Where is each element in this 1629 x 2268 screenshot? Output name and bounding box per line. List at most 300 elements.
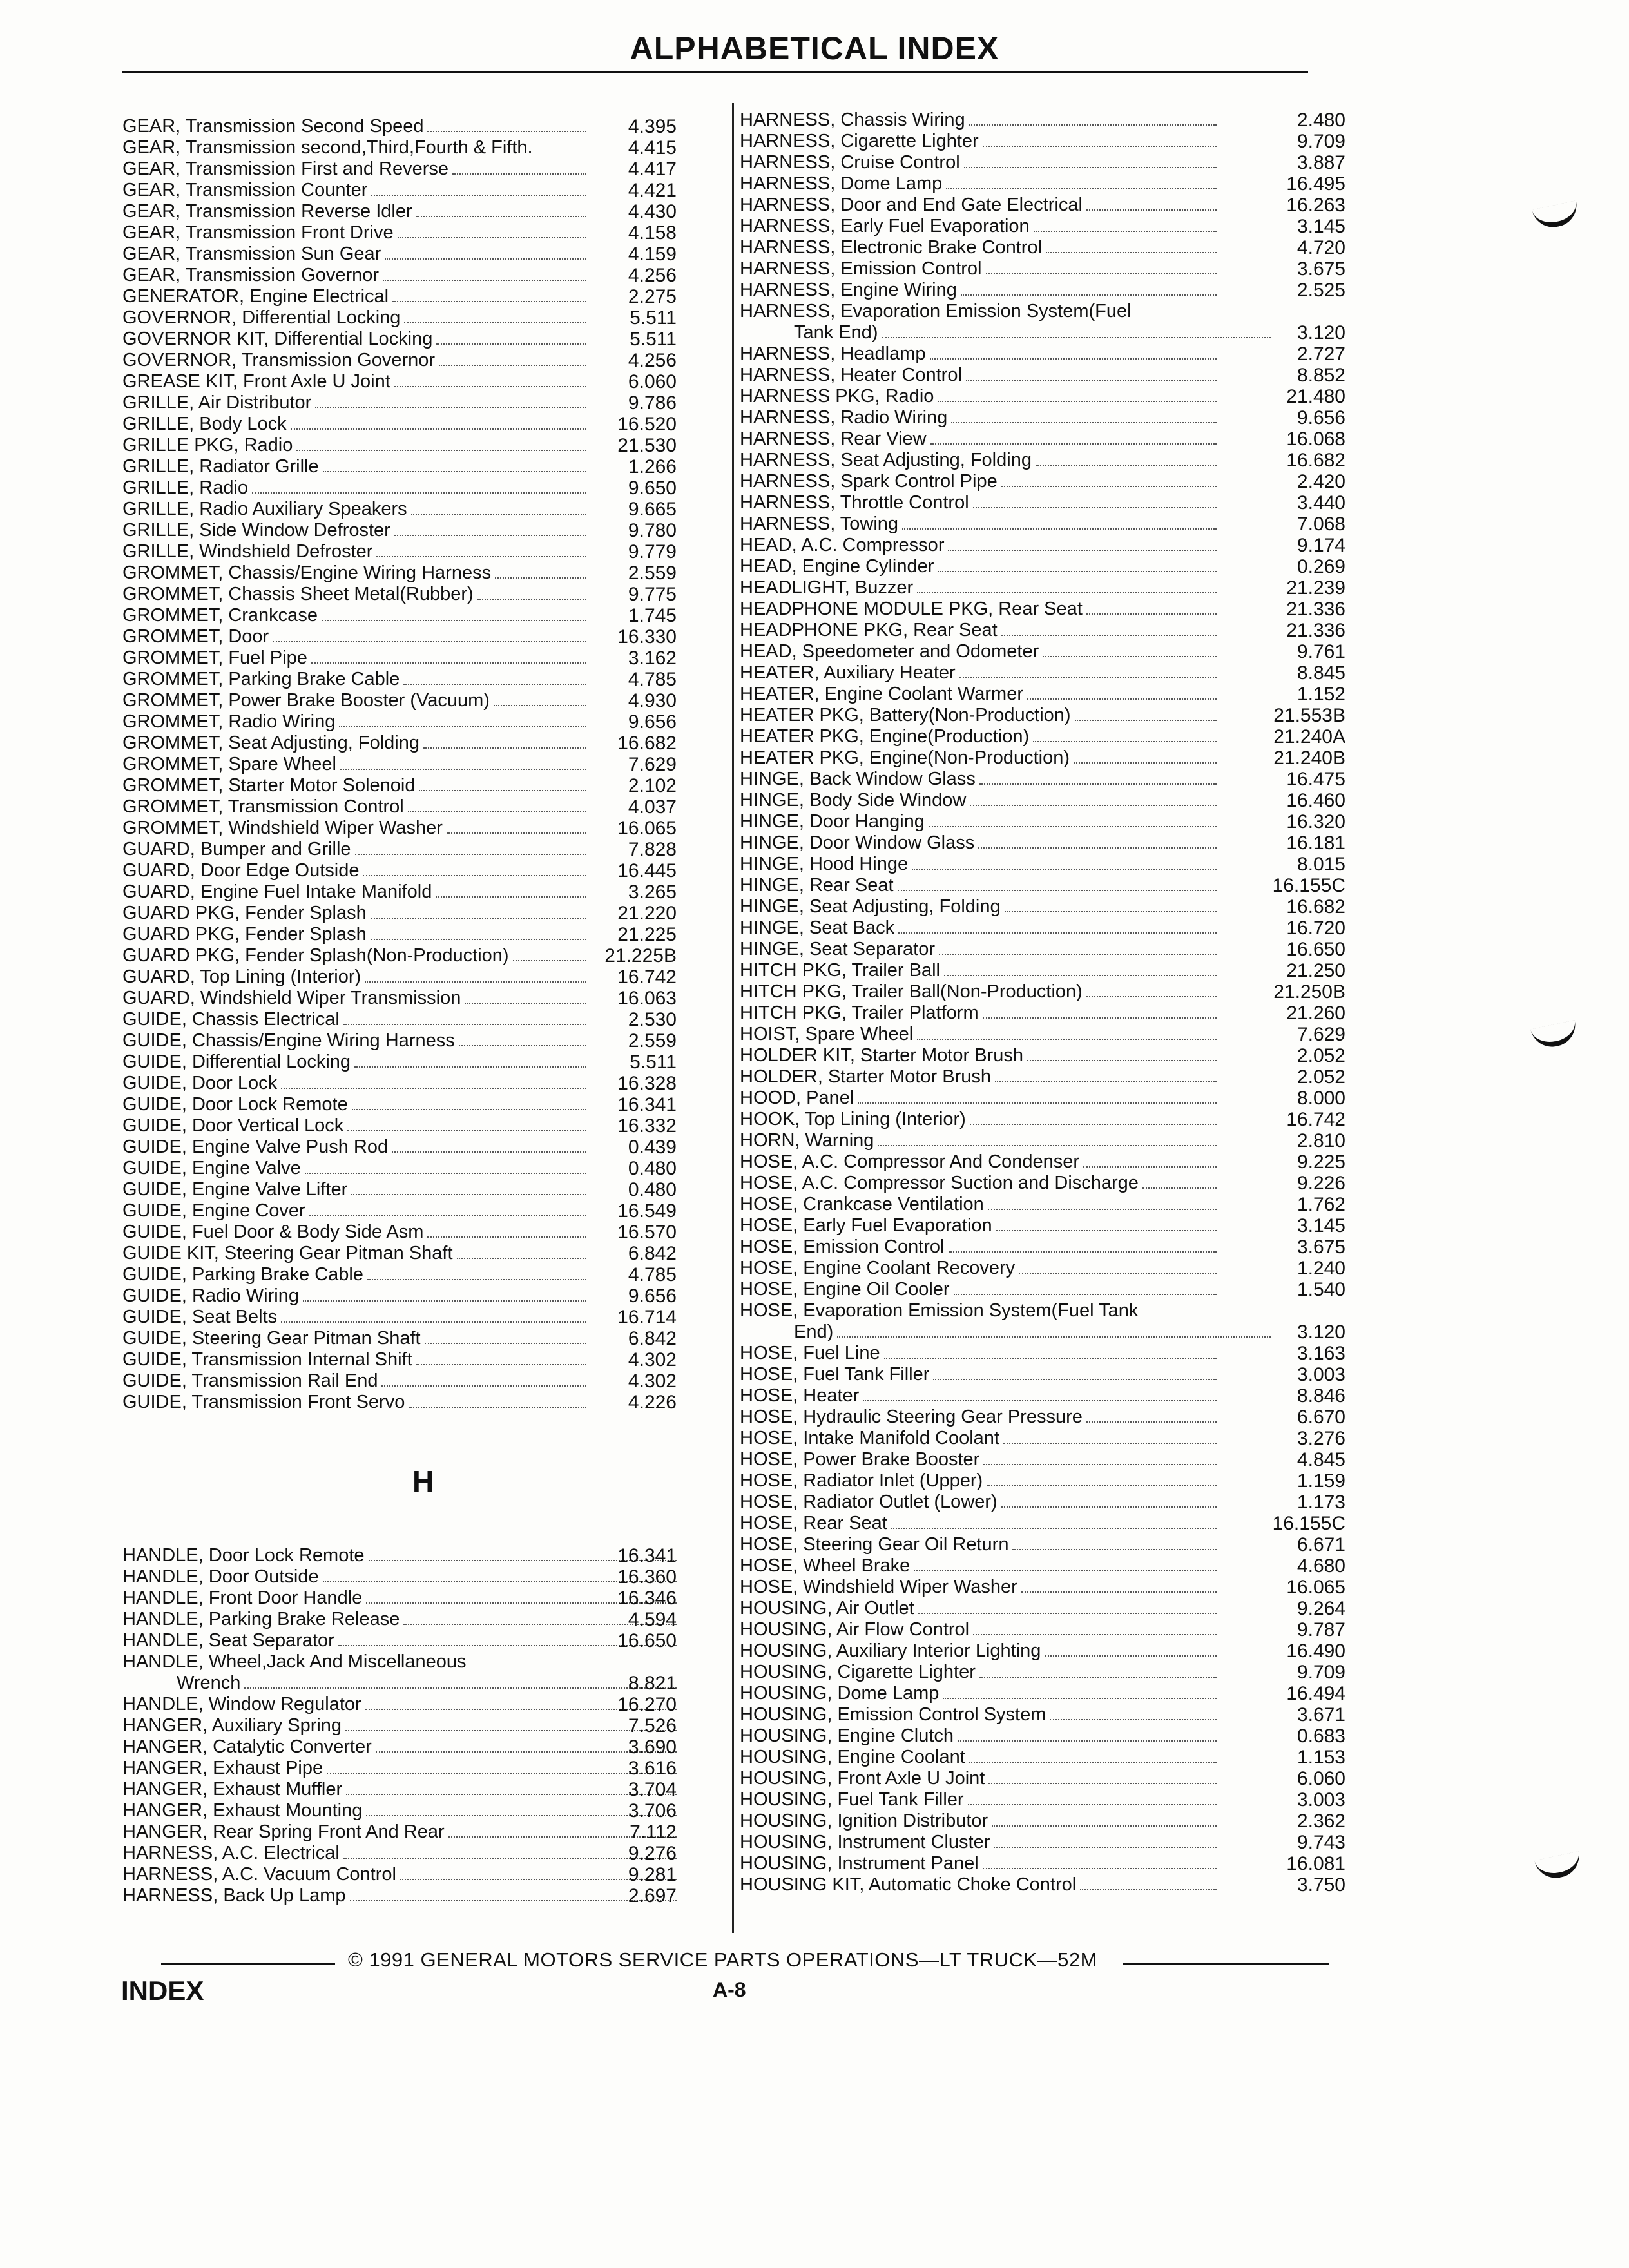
index-entry-page-ref: 16.068 <box>1286 428 1345 450</box>
dot-leader <box>1086 982 1217 997</box>
dot-leader <box>1036 450 1217 466</box>
index-entry <box>122 1307 677 1328</box>
index-entry-name <box>740 875 1217 896</box>
index-entry <box>122 456 677 477</box>
index-entry <box>122 116 677 137</box>
index-entry-name <box>740 811 1217 832</box>
index-entry-name <box>122 1392 586 1413</box>
index-entry <box>122 201 677 222</box>
dot-leader <box>350 1886 677 1901</box>
dot-leader <box>930 429 1217 445</box>
index-entry-page-ref: 21.240B <box>1273 747 1345 769</box>
index-entry <box>740 1513 1345 1534</box>
index-entry-page-ref: 1.762 <box>1296 1194 1345 1215</box>
index-entry-name <box>740 1725 1217 1747</box>
index-entry-text: HOSE, Intake Manifold Coolant <box>740 1428 999 1448</box>
index-entry-text: HARNESS, Throttle Control <box>740 492 969 513</box>
index-entry <box>740 981 1345 1003</box>
index-entry <box>740 407 1345 428</box>
index-entry <box>122 1392 677 1413</box>
index-entry-page-ref: 1.266 <box>628 456 677 477</box>
index-entry-text: HOLDER, Starter Motor Brush <box>740 1066 991 1087</box>
index-entry <box>740 1321 1345 1343</box>
index-entry-text: HINGE, Body Side Window <box>740 790 967 811</box>
index-entry-text: HOUSING, Fuel Tank Filler <box>740 1789 964 1810</box>
index-entry-name <box>122 775 586 796</box>
dot-leader <box>252 478 586 494</box>
dot-leader <box>951 408 1217 423</box>
page-title: ALPHABETICAL INDEX <box>630 30 999 66</box>
dot-leader <box>347 1116 586 1131</box>
index-entry-text: GUARD PKG, Fender Splash <box>122 903 367 923</box>
index-entry-name <box>122 1349 586 1370</box>
index-entry-text: HINGE, Back Window Glass <box>740 769 976 789</box>
index-entry-text: HOUSING, Air Flow Control <box>740 1619 970 1640</box>
dot-leader <box>340 754 586 770</box>
index-entry <box>122 711 677 733</box>
index-entry-page-ref: 2.275 <box>628 286 677 307</box>
dot-leader <box>994 1832 1217 1848</box>
index-entry-name <box>740 1321 1271 1343</box>
index-entry-text: HOSE, A.C. Compressor Suction and Discharge <box>740 1173 1139 1193</box>
index-entry-page-ref: 9.650 <box>628 477 677 499</box>
index-entry <box>122 796 677 818</box>
dot-leader <box>273 627 586 642</box>
index-entry-name <box>122 648 586 669</box>
index-entry <box>122 1566 677 1588</box>
index-entry-text: GRILLE, Radio <box>122 477 249 498</box>
index-entry-page-ref: 2.727 <box>1296 343 1345 365</box>
dot-leader <box>970 791 1217 806</box>
dot-leader <box>959 663 1217 678</box>
index-entry <box>740 280 1345 301</box>
index-entry <box>740 1789 1345 1811</box>
index-entry-page-ref: 9.780 <box>628 520 677 541</box>
index-entry-text: GOVERNOR KIT, Differential Locking <box>122 329 433 349</box>
index-entry <box>740 1704 1345 1725</box>
index-entry-page-ref: 9.709 <box>1296 131 1345 152</box>
index-entry-text: HINGE, Seat Adjusting, Folding <box>740 896 1001 917</box>
index-entry-text: GROMMET, Chassis/Engine Wiring Harness <box>122 562 492 583</box>
index-entry <box>122 1885 677 1907</box>
index-entry-name <box>740 1640 1217 1662</box>
index-entry-page-ref: 1.159 <box>1296 1470 1345 1492</box>
index-entry <box>122 626 677 648</box>
index-entry <box>740 1385 1345 1407</box>
index-entry <box>122 1200 677 1222</box>
dot-leader <box>495 563 586 579</box>
index-entry <box>740 1662 1345 1683</box>
index-entry-page-ref: 4.302 <box>628 1349 677 1370</box>
index-entry <box>740 811 1345 832</box>
index-entry-name <box>740 1385 1217 1407</box>
index-entry <box>122 1715 677 1736</box>
index-entry <box>122 903 677 924</box>
dot-leader <box>938 557 1217 572</box>
index-entry-text: GUIDE KIT, Steering Gear Pitman Shaft <box>122 1243 453 1264</box>
index-entry <box>122 159 677 180</box>
index-entry <box>122 818 677 839</box>
index-entry <box>122 1243 677 1264</box>
dot-leader <box>878 1131 1217 1146</box>
index-entry-name <box>122 435 586 456</box>
dot-leader <box>983 1854 1217 1869</box>
index-entry <box>740 1173 1345 1194</box>
index-entry-text: HINGE, Seat Separator <box>740 939 936 959</box>
dot-leader <box>398 223 586 238</box>
index-entry-page-ref: 4.226 <box>628 1392 677 1413</box>
index-entry-text: GUARD, Engine Fuel Intake Manifold <box>122 881 432 902</box>
index-entry <box>122 307 677 329</box>
dot-leader <box>465 988 586 1004</box>
index-entry <box>122 775 677 796</box>
index-entry-name <box>740 535 1217 556</box>
index-entry-page-ref: 4.395 <box>628 116 677 137</box>
index-entry-text: HOUSING, Instrument Cluster <box>740 1832 990 1852</box>
dot-leader <box>1050 1705 1217 1720</box>
scan-mark <box>1534 1851 1583 1882</box>
index-entry-name <box>740 1258 1217 1279</box>
index-entry <box>122 1285 677 1307</box>
index-entry-name <box>122 1609 677 1630</box>
index-entry-name <box>740 1449 1217 1470</box>
index-entry-name <box>122 307 586 329</box>
dot-leader <box>1142 1173 1217 1189</box>
index-entry <box>740 1300 1345 1321</box>
index-entry <box>122 1094 677 1115</box>
index-entry-name <box>122 414 586 435</box>
index-entry-text: HEATER, Engine Coolant Warmer <box>740 684 1023 704</box>
index-entry-name <box>122 1566 677 1588</box>
index-entry <box>740 1683 1345 1704</box>
index-entry-text: HOUSING KIT, Automatic Choke Control <box>740 1874 1077 1895</box>
index-entry <box>122 1179 677 1200</box>
index-entry-text: GUARD, Bumper and Grille <box>122 839 351 860</box>
dot-leader <box>954 1280 1217 1295</box>
index-entry-text: HEAD, A.C. Compressor <box>740 535 945 555</box>
index-entry-page-ref: 7.629 <box>628 754 677 775</box>
index-entry-name <box>740 832 1217 854</box>
index-entry-name <box>122 1630 677 1651</box>
index-entry-page-ref: 9.225 <box>1296 1151 1345 1173</box>
index-entry-text: HOOD, Panel <box>740 1088 854 1108</box>
index-entry-text: HARNESS, Early Fuel Evaporation <box>740 216 1030 236</box>
index-entry <box>122 392 677 414</box>
index-entry <box>122 1115 677 1137</box>
index-entry-page-ref: 16.270 <box>617 1694 677 1715</box>
index-entry-name <box>740 407 1217 428</box>
dot-leader <box>371 903 586 919</box>
index-entry-name <box>740 1173 1217 1194</box>
index-entry-page-ref: 7.526 <box>628 1715 677 1736</box>
index-entry <box>740 173 1345 195</box>
dot-leader <box>938 387 1217 402</box>
index-entry-page-ref: 2.530 <box>628 1009 677 1030</box>
index-entry <box>122 1609 677 1630</box>
index-entry-name <box>740 1534 1217 1555</box>
index-entry <box>122 1030 677 1052</box>
index-entry-text: HOSE, Steering Gear Oil Return <box>740 1534 1009 1555</box>
index-entry-text: HANGER, Exhaust Muffler <box>122 1779 343 1800</box>
dot-leader <box>949 1237 1217 1253</box>
index-entry-text: HOSE, Radiator Outlet (Lower) <box>740 1492 998 1512</box>
index-entry <box>740 896 1345 918</box>
index-entry-name <box>740 173 1217 195</box>
index-entry-name <box>740 1470 1217 1492</box>
index-entry-text: HARNESS, Chassis Wiring <box>740 110 965 130</box>
index-entry-text: GUIDE, Engine Valve Push Rod <box>122 1137 389 1157</box>
index-entry-page-ref: 16.570 <box>617 1222 677 1243</box>
index-entry-page-ref: 2.052 <box>1296 1045 1345 1066</box>
index-entry-name <box>740 1513 1217 1534</box>
index-entry <box>122 1545 677 1566</box>
index-entry-name <box>740 641 1217 662</box>
index-entry <box>122 945 677 966</box>
dot-leader <box>376 542 586 557</box>
index-entry-page-ref: 2.362 <box>1296 1811 1345 1832</box>
index-entry-name <box>122 988 586 1009</box>
index-entry-page-ref: 6.060 <box>1296 1768 1345 1789</box>
footer-page-number: A-8 <box>713 1978 746 2001</box>
index-entry-name <box>122 562 586 584</box>
index-entry <box>122 1843 677 1864</box>
index-entry-page-ref: 4.430 <box>628 201 677 222</box>
index-entry-text: HOSE, Fuel Line <box>740 1343 880 1363</box>
index-entry-name <box>122 1800 677 1821</box>
index-entry-name <box>122 754 586 775</box>
dot-leader <box>315 393 586 408</box>
index-entry-name <box>122 626 586 648</box>
dot-leader <box>371 925 586 940</box>
index-entry-name <box>122 1030 586 1052</box>
index-entry-text: GROMMET, Seat Adjusting, Folding <box>122 733 419 753</box>
dot-leader <box>969 1747 1217 1763</box>
dot-leader <box>346 1780 677 1795</box>
index-entry-name <box>122 1885 677 1907</box>
index-entry <box>740 301 1345 322</box>
index-entry-page-ref: 9.775 <box>628 584 677 605</box>
index-entry-page-ref: 3.163 <box>1296 1343 1345 1364</box>
index-entry-name <box>122 860 586 881</box>
dot-leader <box>409 1392 586 1408</box>
index-entry <box>740 450 1345 471</box>
index-entry-page-ref: 2.559 <box>628 562 677 584</box>
index-entry-text: HINGE, Door Hanging <box>740 811 925 832</box>
index-entry <box>740 1130 1345 1151</box>
index-entry-name <box>740 1364 1217 1385</box>
index-entry-name <box>122 1328 586 1349</box>
dot-leader <box>983 131 1217 147</box>
index-entry-name <box>122 1588 677 1609</box>
index-entry-name <box>122 137 586 159</box>
index-entry-page-ref: 3.675 <box>1296 258 1345 280</box>
index-entry <box>122 180 677 201</box>
index-entry-name <box>740 471 1217 492</box>
index-entry-page-ref: 4.417 <box>628 159 677 180</box>
index-entry <box>740 258 1345 280</box>
dot-leader <box>394 521 586 536</box>
index-entry-text: HOUSING, Engine Clutch <box>740 1725 954 1746</box>
dot-leader <box>339 712 586 727</box>
dot-leader <box>381 1371 586 1387</box>
index-entry-text: GROMMET, Spare Wheel <box>122 754 336 774</box>
index-entry-text: GUIDE, Chassis Electrical <box>122 1009 340 1030</box>
index-entry-name <box>122 329 586 350</box>
index-entry <box>740 1449 1345 1470</box>
index-entry-page-ref: 9.787 <box>1296 1619 1345 1640</box>
index-entry <box>740 918 1345 939</box>
index-entry-page-ref: 3.003 <box>1296 1789 1345 1811</box>
index-entry-page-ref: 16.650 <box>617 1630 677 1651</box>
index-entry-page-ref: 9.743 <box>1296 1832 1345 1853</box>
index-entry-page-ref: 4.256 <box>628 350 677 371</box>
dot-leader <box>296 436 586 451</box>
index-entry-page-ref: 9.786 <box>628 392 677 414</box>
index-entry-page-ref: 8.846 <box>1296 1385 1345 1407</box>
index-entry <box>740 1045 1345 1066</box>
index-entry-page-ref: 9.226 <box>1296 1173 1345 1194</box>
dot-leader <box>968 1790 1217 1805</box>
index-entry <box>122 1158 677 1179</box>
index-entry-page-ref: 6.060 <box>628 371 677 392</box>
index-entry-name <box>740 896 1217 918</box>
index-entry-name <box>122 945 586 966</box>
index-entry-name <box>740 301 1217 322</box>
index-entry-text: HOSE, A.C. Compressor And Condenser <box>740 1151 1080 1172</box>
index-entry-name <box>740 1747 1217 1768</box>
index-entry <box>740 1534 1345 1555</box>
index-entry-text: HEADLIGHT, Buzzer <box>740 577 914 598</box>
index-entry-name <box>740 428 1217 450</box>
index-entry <box>740 1236 1345 1258</box>
index-entry-page-ref: 3.440 <box>1296 492 1345 514</box>
index-entry-page-ref: 21.239 <box>1286 577 1345 599</box>
index-entry-page-ref: 16.065 <box>617 818 677 839</box>
index-entry-page-ref: 8.015 <box>1296 854 1345 875</box>
index-entry-text: HOOK, Top Lining (Interior) <box>740 1109 966 1129</box>
dot-leader <box>986 259 1217 274</box>
index-entry-page-ref: 9.665 <box>628 499 677 520</box>
index-entry-page-ref: 3.265 <box>628 881 677 903</box>
dot-leader <box>837 1322 1271 1338</box>
index-entry-text: GENERATOR, Engine Electrical <box>122 286 389 307</box>
index-entry-name <box>740 981 1217 1003</box>
index-entry-text: HOSE, Engine Coolant Recovery <box>740 1258 1016 1278</box>
dot-leader <box>973 493 1217 508</box>
index-entry <box>740 854 1345 875</box>
index-entry-text: HEATER PKG, Engine(Production) <box>740 726 1030 747</box>
index-entry <box>122 1673 677 1694</box>
index-entry-page-ref: 1.240 <box>1296 1258 1345 1279</box>
index-entry-page-ref: 4.415 <box>628 137 677 159</box>
dot-leader <box>939 939 1217 955</box>
dot-leader <box>902 514 1217 530</box>
index-entry <box>122 924 677 945</box>
scan-mark <box>1532 200 1581 231</box>
dot-leader <box>425 1329 586 1344</box>
index-entry <box>740 1747 1345 1768</box>
footer-section-label: INDEX <box>121 1975 204 2006</box>
dot-leader <box>1027 1046 1217 1061</box>
index-entry-name <box>122 818 586 839</box>
dot-leader <box>1086 599 1217 615</box>
index-entry <box>122 244 677 265</box>
index-entry-page-ref: 0.683 <box>1296 1725 1345 1747</box>
footer-rule-left <box>161 1963 335 1965</box>
index-entry <box>122 1370 677 1392</box>
index-entry-text: GROMMET, Starter Motor Solenoid <box>122 775 416 796</box>
index-entry-page-ref: 16.081 <box>1286 1853 1345 1874</box>
dot-leader <box>987 1471 1217 1486</box>
index-entry-name <box>122 392 586 414</box>
index-entry-page-ref: 21.336 <box>1286 620 1345 641</box>
dot-leader <box>281 1073 586 1089</box>
index-entry-name <box>122 1264 586 1285</box>
index-entry-text: GUARD PKG, Fender Splash(Non-Production) <box>122 945 509 966</box>
index-entry <box>740 514 1345 535</box>
index-entry-text: HANDLE, Door Outside <box>122 1566 319 1587</box>
dot-leader <box>996 1216 1217 1231</box>
index-entry-page-ref: 16.520 <box>617 414 677 435</box>
dot-leader <box>978 833 1217 849</box>
index-entry-name <box>122 1736 677 1758</box>
index-entry-page-ref: 4.720 <box>1296 237 1345 258</box>
index-entry-page-ref: 16.181 <box>1286 832 1345 854</box>
index-entry-page-ref: 3.750 <box>1296 1874 1345 1896</box>
index-entry-name <box>740 1874 1217 1896</box>
dot-leader <box>1021 1577 1217 1593</box>
index-entry-text: HOSE, Power Brake Booster <box>740 1449 980 1470</box>
index-entry-text: HOIST, Spare Wheel <box>740 1024 914 1044</box>
dot-leader <box>1001 1492 1217 1508</box>
index-entry-name <box>122 1843 677 1864</box>
index-entry-name <box>740 747 1217 769</box>
index-entry <box>740 684 1345 705</box>
index-entry-name <box>122 1864 677 1885</box>
index-entry-name <box>740 1343 1217 1364</box>
index-entry-text: HOUSING, Auxiliary Interior Lighting <box>740 1640 1041 1661</box>
index-entry-name <box>740 662 1217 684</box>
index-entry-text: HOUSING, Engine Coolant <box>740 1747 965 1767</box>
index-entry-text: HOSE, Radiator Inlet (Upper) <box>740 1470 983 1491</box>
index-entry-page-ref: 5.511 <box>630 329 677 350</box>
index-entry-page-ref: 16.445 <box>617 860 677 881</box>
index-entry <box>122 860 677 881</box>
dot-leader <box>385 244 586 260</box>
index-entry-name <box>122 520 586 541</box>
index-entry-page-ref: 0.480 <box>628 1179 677 1200</box>
index-entry-text: GEAR, Transmission First and Reverse <box>122 159 449 179</box>
index-entry-text: HOUSING, Emission Control System <box>740 1704 1046 1725</box>
index-entry <box>122 1779 677 1800</box>
index-entry-name <box>122 159 586 180</box>
dot-leader <box>281 1307 586 1323</box>
index-entry-text: HARNESS PKG, Radio <box>740 386 934 407</box>
index-entry-page-ref: 2.697 <box>628 1885 677 1907</box>
dot-leader <box>914 1556 1217 1571</box>
index-entry-text: GUIDE, Parking Brake Cable <box>122 1264 363 1285</box>
index-entry-text: HARNESS, Cigarette Lighter <box>740 131 979 151</box>
index-entry-name <box>740 1130 1217 1151</box>
dot-leader <box>394 372 586 387</box>
dot-leader <box>912 854 1217 870</box>
index-entry-name <box>122 286 586 307</box>
section-letter-h: H <box>412 1465 434 1498</box>
dot-leader <box>992 1811 1217 1827</box>
index-entry-name <box>740 110 1217 131</box>
index-entry <box>740 1768 1345 1789</box>
index-entry-page-ref: 4.256 <box>628 265 677 286</box>
